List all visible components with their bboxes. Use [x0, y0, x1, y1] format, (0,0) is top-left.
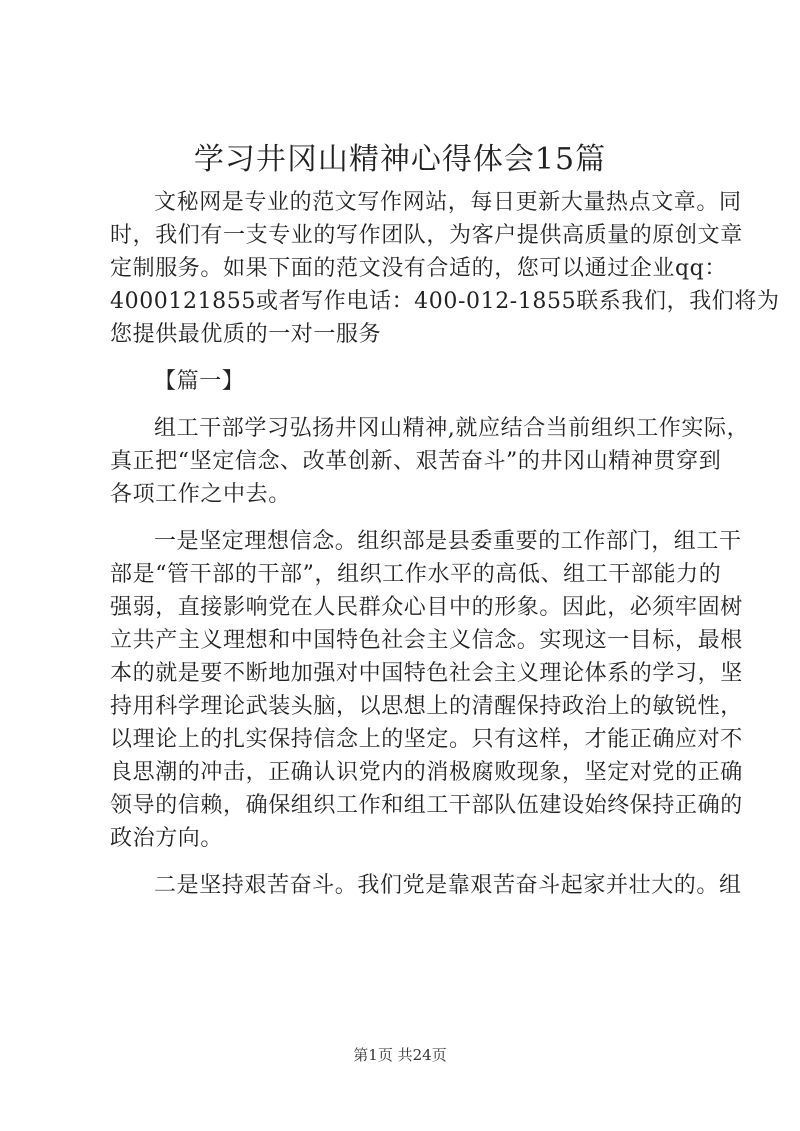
paragraph-line: 部是“管干部的干部”，组织工作水平的高低、组工干部能力的: [110, 562, 722, 587]
paragraph-line: 政治方向。: [110, 826, 224, 851]
page-footer: 第1页 共24页: [353, 1046, 447, 1064]
paragraph-line: 文秘网是专业的范文写作网站，每日更新大量热点文章。同: [154, 190, 742, 215]
paragraph-line: 良思潮的冲击，正确认识党内的消极腐败现象，坚定对党的正确: [110, 760, 743, 785]
paragraph-line: 领导的信赖，确保组织工作和组工干部队伍建设始终保持正确的: [110, 793, 743, 818]
paragraph-line: 定制服务。如果下面的范文没有合适的，您可以通过企业qq：: [110, 256, 727, 281]
paragraph-line: 一是坚定理想信念。组织部是县委重要的工作部门，组工干: [154, 529, 742, 554]
paragraph-line: 以理论上的扎实保持信念上的坚定。只有这样，才能正确应对不: [110, 727, 743, 752]
paragraph-line: 时，我们有一支专业的写作团队，为客户提供高质量的原创文章: [110, 223, 743, 248]
paragraph-line: 立共产主义理想和中国特色社会主义信念。实现这一目标，最根: [110, 628, 743, 653]
paragraph-line: 您提供最优质的一对一服务: [110, 322, 382, 347]
paragraph-line: 持用科学理论武装头脑，以思想上的清醒保持政治上的敏锐性，: [110, 694, 743, 719]
paragraph-line: 各项工作之中去。: [110, 482, 291, 507]
paragraph-line: 4000121855或者写作电话：400-012-1855联系我们，我们将为: [110, 289, 780, 314]
paragraph-line: 组工干部学习弘扬井冈山精神,就应结合当前组织工作实际，: [154, 416, 750, 441]
paragraph-line: 本的就是要不断地加强对中国特色社会主义理论体系的学习，坚: [110, 661, 743, 686]
paragraph-line: 二是坚持艰苦奋斗。我们党是靠艰苦奋斗起家并壮大的。组: [154, 873, 742, 898]
paragraph-line: 强弱，直接影响党在人民群众心目中的形象。因此，必须牢固树: [110, 595, 743, 620]
document-body: [110, 186, 780, 902]
document-title: 学习井冈山精神心得体会15篇: [193, 142, 607, 177]
paragraph-line: 真正把“坚定信念、改革创新、艰苦奋斗”的井冈山精神贯穿到: [110, 449, 722, 474]
section-heading: 【篇一】: [154, 369, 245, 394]
